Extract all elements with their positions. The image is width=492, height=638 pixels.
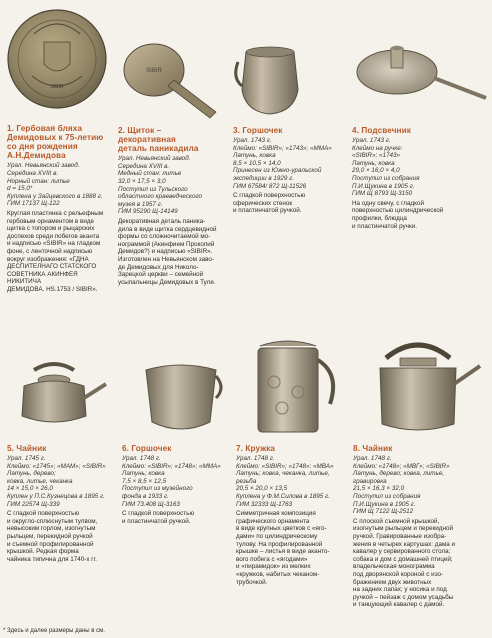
footnote: * Здесь и далее размеры даны в см. [3,628,105,634]
entry-meta: Урал. Невьянский завод. Середина XVIII в. Норный стан: литье d = 15,0* Куплена у Зайцевского в 1888 г. ГИМ 17137 Щ-122 [7,162,103,208]
entry-meta: Урал. 1743 г. Клеймо на ручке: «SIBIR»; «1743» Латунь; ковка 29,0 × 16,0 × 4,0 Поступил из собрания П.И.Щукина в 1905 г. ГИМ Щ 8793 Щ-3150 [352,137,420,198]
coat-of-arms-plaque-image [4,4,110,112]
catalog-entry-8 [353,444,489,609]
pot-image-1 [232,20,312,122]
catalog-entry-3 [233,126,345,215]
catalog-entry-6 [122,444,234,525]
candlestick-image [352,34,489,111]
svg-text:SIBIR: SIBIR [50,84,64,90]
entry-description: Симметричная композиция графического орнамента в виде крупных цветков с «яго- дами» по цилиндрическому тулову. На профилированной крышке – листья в виде аканто- вого побега с «ягодами» и «пирамидок» из мелких «кружков, набитых чеканом- трубочкой. [236,510,330,586]
entry-title: 1. Гербовая бляха Демидовых к 75-летию со дня рождения А.Н.Демидова [7,124,104,161]
teapot-image-1 [4,360,114,436]
entry-meta: Урал. 1745 г. Клеймо: «1745»; «МАМ»; «SIBIR» Латунь, дерево; ковка, литье, чеканка 14 × 15,0 × 26,0 Куплен у П.С.Кузнецова в 1895 г. ГИМ 22574 Щ-339 [7,455,106,508]
entry-description: Круглая пластинка с рельефным гербовым орнаментом в виде щитка с топором и рыцарских доспехов среди побегов аканта и надписью «SIBIR» на гладком фоне, с ленточной надписью вокруг изображения: «ГДНА ДЕСПИТЕЛНАГО СТАТСКОГО СОВЕТНИКА АКИНФЕЯ НИКИТИЧА ДЕМИДОВА. HS.1753 / SIBIR». [7,209,104,293]
entry-description: Декоративная деталь паника- дила в виде щитка сердцевидной формы со сложночитаемой мо- нограммой (Акинфием Прокопий Демидов?) и надписью «SIBIR». Изготовлен на Невьянском заво- де Демидовых для Николо- Зарецкой церкви – семейной усыпальницы Демидовых в Туле. [118,218,217,286]
entry-title: 6. Горшочек [122,444,172,453]
mug-image [238,334,346,440]
entry-title: 5. Чайник [7,444,47,453]
entry-meta: Урал. 1743 г. Клеймо: «SIBIR»; «1743»; «ММА» Латунь, ковка 8,5 × 10,5 × 14,0 Принесен из Южно-уральской экспедиции в 1929 г. ГИМ 67584/ 872 Щ-11526 [233,137,332,190]
entry-description: На одну свечу, с гладкой поверхностью цилиндрической профилки, блюдца и пластинчатой ручки. [352,199,444,230]
entry-description: С плоской съемной крышкой, изогнутым рыльцем и перекидной ручкой. Гравированные изобра- жения в четырех картушах: дама и кавалер у сервированного стола; собака и дом с домашней птицей; владельческая монограмма под дворянской короной с изо- бражением двух животных на задних лапах; у носика и под ручкой – пейзаж с домом усадьбы и танцующий кавалер с дамой. [353,517,456,609]
pot-image-2 [136,352,226,440]
entry-title: 8. Чайник [353,444,393,453]
panikadilo-shield-image [116,38,222,123]
entry-title: 4. Подсвечник [352,126,411,135]
catalog-entry-5 [7,444,117,563]
entry-description: С гладкой поверхностью и пластинчатой ручкой. [122,510,195,525]
entry-title: 2. Щиток – декоративная деталь паникадила [118,126,199,154]
entry-title: 7. Кружка [236,444,276,453]
svg-text:SIBIR: SIBIR [146,68,162,74]
entry-description: С гладкой поверхностью и округло-сплюснутым тулвом, невысоким горлом, изогнутым рыльцем, перекидной ручкой и съемной профилированной крышкой. Редкая форма чайника типична для 1740-х гг. [7,510,98,563]
teapot-image-2 [350,328,488,440]
catalog-entry-1 [7,124,111,293]
entry-title: 3. Горшочек [233,126,283,135]
entry-meta: Урал. 1748 г. Клеймо: «SIBIR»; «1748»; «МВА» Латунь; ковка, чеканка, литье, резьба 20,5 × 20,0 × 13,5 Куплена у Ф.М.Силова в 1895 г. ГИМ 32333 Щ-1763 [236,455,334,508]
catalog-entry-2 [118,126,228,286]
catalog-entry-4 [352,126,484,230]
entry-meta: Урал. 1748 г. Клеймо: «1748»; «МВГ»; «SIBIR» Латунь, дерево; ковка, литье, гравировка 21,5 × 16,3 × 32,0 Поступил из собрания П.И.Щукина в 1905 г. ГИМ Щ 7122 Щ-2512 [353,455,450,516]
entry-meta: Урал. 1748 г. Клеймо: «SIBIR»; «1748»; «ММА» Латунь; ковка 7,5 × 8,5 × 12,5 Поступил из музейного фонда в 1933 г. ГИМ 73.408 Щ-3163 [122,455,221,508]
catalog-entry-7 [236,444,352,586]
entry-description: С гладкой поверхностью сферических стенок и пластинчатой ручкой. [233,192,306,215]
entry-meta: Урал. Невьянский завод. Середина XVIII в. Медный стан: литье 32,0 × 17,5 × 3,0 Поступил из Тульского областного краеведческого музея в 1957 г. ГИМ 95290 Щ-14149 [118,155,202,216]
